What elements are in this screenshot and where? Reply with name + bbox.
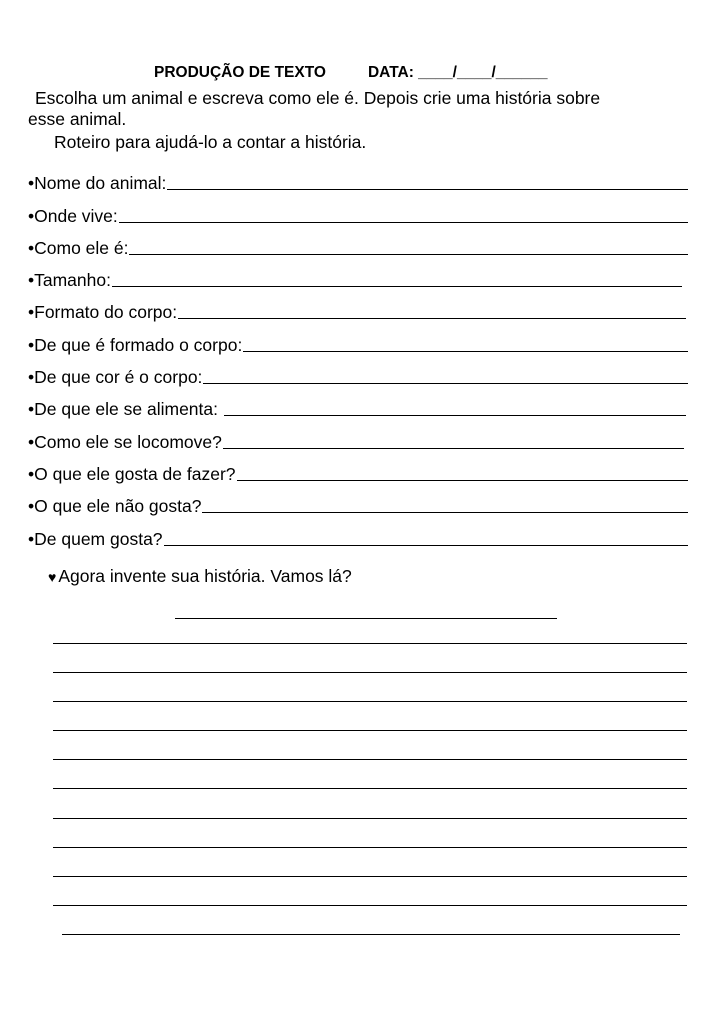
story-writing-line[interactable] (53, 819, 687, 848)
field-label: •Como ele se locomove? (28, 431, 222, 452)
answer-line[interactable] (224, 414, 686, 416)
answer-line[interactable] (223, 447, 684, 449)
answer-line[interactable] (129, 253, 688, 255)
story-writing-line[interactable] (53, 644, 687, 673)
field-label: •De que ele se alimenta: (28, 399, 223, 420)
instruction-line-3: Roteiro para ajudá-lo a contar a história. (54, 132, 367, 152)
instruction-line-1: Escolha um animal e escreva como ele é. Depois crie uma história sobre (35, 88, 601, 108)
story-writing-line[interactable] (53, 848, 687, 877)
answer-line[interactable] (112, 285, 682, 287)
field-label: •O que ele gosta de fazer? (28, 463, 236, 484)
field-body-composition (28, 323, 688, 355)
answer-line[interactable] (237, 479, 688, 481)
story-writing-line[interactable] (53, 702, 687, 731)
story-title-line[interactable] (175, 618, 557, 619)
story-writing-line[interactable] (53, 877, 687, 906)
field-label: •De quem gosta? (28, 528, 163, 549)
date-label: DATA: ____/____/______ (367, 64, 548, 81)
answer-line[interactable] (178, 317, 686, 319)
field-animal-name (28, 162, 688, 194)
field-label: •Onde vive: (28, 205, 118, 226)
field-likes (28, 453, 688, 485)
field-who-likes (28, 517, 688, 549)
question-fields (28, 162, 688, 550)
field-dislikes (28, 485, 688, 517)
answer-line[interactable] (203, 382, 688, 384)
heart-icon: ♥ (48, 569, 57, 585)
story-prompt-text: Agora invente sua história. Vamos lá? (58, 566, 352, 586)
answer-line[interactable] (243, 350, 688, 352)
field-size (28, 259, 688, 291)
worksheet-title: PRODUÇÃO DE TEXTO (154, 64, 326, 81)
story-writing-line[interactable] (53, 760, 687, 789)
field-label: •O que ele não gosta? (28, 496, 202, 517)
field-label: •De que cor é o corpo: (28, 367, 203, 388)
field-locomotion (28, 420, 688, 452)
field-diet (28, 388, 688, 420)
field-body-color (28, 356, 688, 388)
field-label: •Tamanho: (28, 270, 111, 291)
story-writing-line[interactable] (53, 731, 687, 760)
worksheet-header (154, 64, 547, 82)
field-label: •Formato do corpo: (28, 302, 178, 323)
answer-line[interactable] (167, 188, 688, 190)
field-label: •Como ele é: (28, 237, 129, 258)
instructions (28, 88, 678, 153)
field-label: •Nome do animal: (28, 173, 167, 194)
field-appearance (28, 227, 688, 259)
story-writing-line[interactable] (53, 673, 687, 702)
story-prompt (48, 566, 352, 587)
instruction-line-2: esse animal. (28, 109, 127, 129)
field-body-shape (28, 291, 688, 323)
story-writing-lines (53, 643, 687, 906)
field-habitat (28, 194, 688, 226)
answer-line[interactable] (119, 221, 688, 223)
answer-line[interactable] (202, 511, 688, 513)
field-label: •De que é formado o corpo: (28, 334, 243, 355)
story-writing-line-final[interactable] (62, 934, 680, 935)
story-writing-line[interactable] (53, 789, 687, 818)
answer-line[interactable] (164, 544, 688, 546)
